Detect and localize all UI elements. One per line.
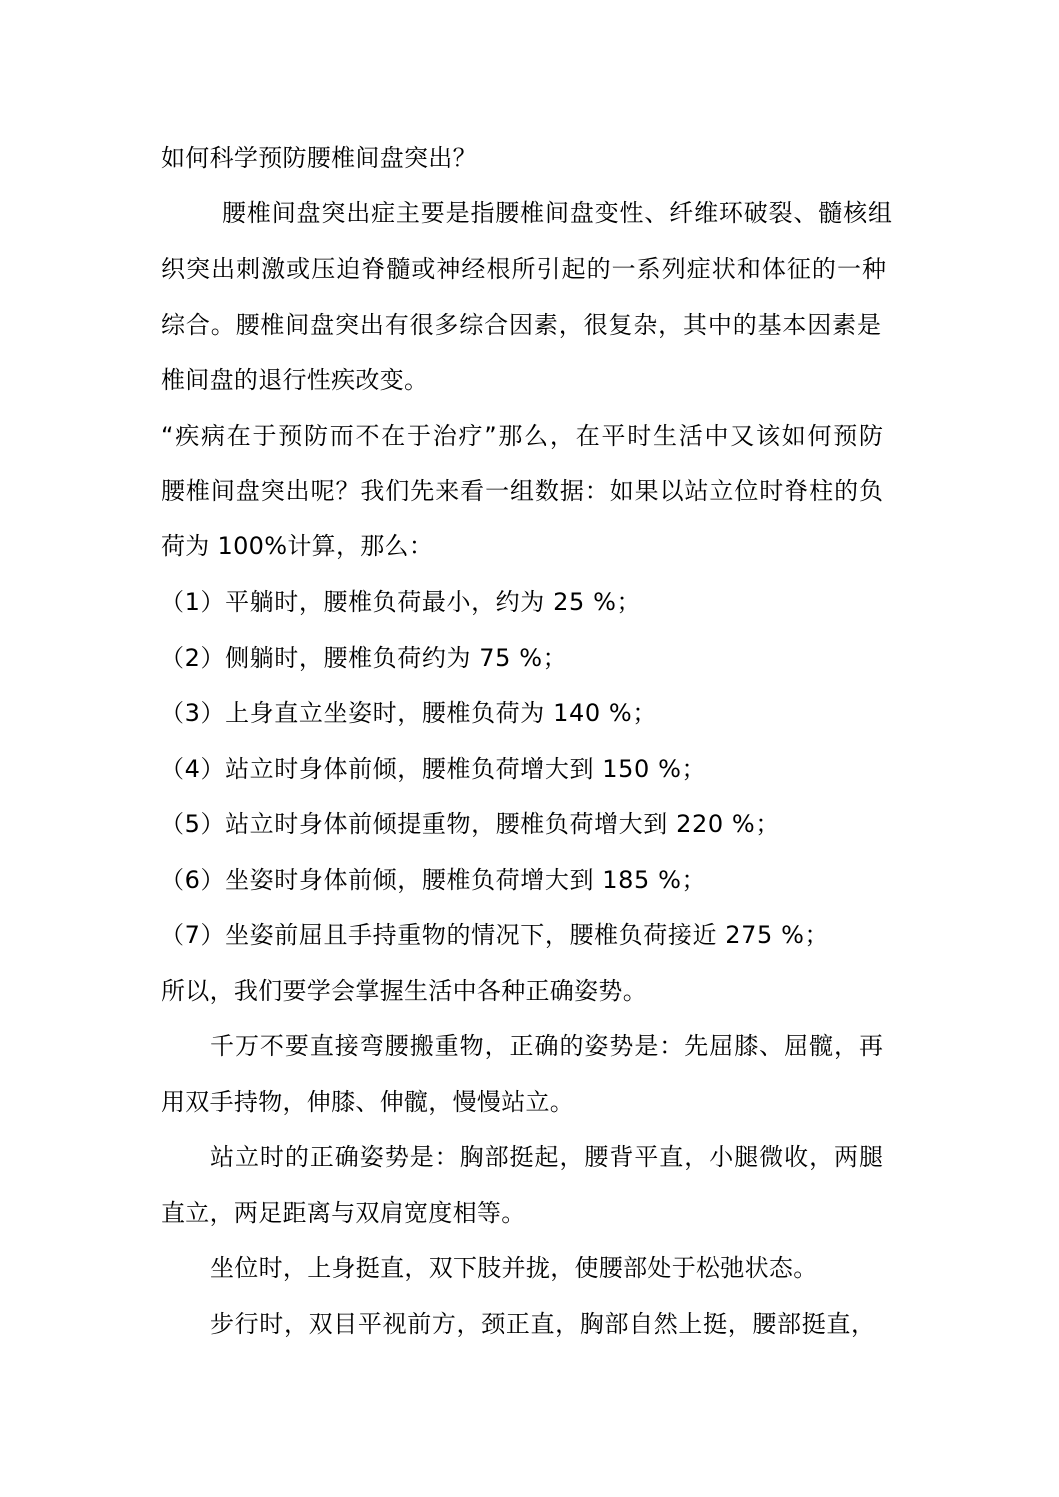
question-paragraph-line: “疾病在于预防而不在于治疗”那么，在平时生活中又该如何预防 <box>161 422 883 450</box>
load-list-item: （3）上身直立坐姿时，腰椎负荷为 140 %； <box>160 699 657 727</box>
load-list-item: （5）站立时身体前倾提重物，腰椎负荷增大到 220 %； <box>160 810 780 838</box>
lifting-paragraph-line: 用双手持物，伸膝、伸髋，慢慢站立。 <box>161 1088 575 1116</box>
conclusion-line: 所以，我们要学会掌握生活中各种正确姿势。 <box>161 977 647 1005</box>
load-list-item: （2）侧躺时，腰椎负荷约为 75 %； <box>160 644 568 672</box>
load-list-item: （1）平躺时，腰椎负荷最小，约为 25 %； <box>160 588 642 616</box>
standing-paragraph-line: 站立时的正确姿势是：胸部挺起，腰背平直，小腿微收，两腿 <box>210 1143 883 1171</box>
load-list-item: （4）站立时身体前倾，腰椎负荷增大到 150 %； <box>160 755 707 783</box>
question-paragraph-line: 荷为 100%计算，那么： <box>161 532 434 560</box>
intro-paragraph-line: 腰椎间盘突出症主要是指腰椎间盘变性、纤维环破裂、髓核组 <box>222 199 892 227</box>
document-title: 如何科学预防腰椎间盘突出？ <box>161 144 477 172</box>
intro-paragraph-line: 织突出刺激或压迫脊髓或神经根所引起的一系列症状和体征的一种 <box>161 255 886 283</box>
sitting-line: 坐位时，上身挺直，双下肢并拢，使腰部处于松弛状态。 <box>210 1254 818 1282</box>
intro-paragraph-line: 综合。腰椎间盘突出有很多综合因素，很复杂，其中的基本因素是 <box>161 311 881 339</box>
load-list-item: （6）坐姿时身体前倾，腰椎负荷增大到 185 %； <box>160 866 707 894</box>
intro-paragraph-line: 椎间盘的退行性疾改变。 <box>161 366 429 394</box>
lifting-paragraph-line: 千万不要直接弯腰搬重物，正确的姿势是：先屈膝、屈髋，再 <box>210 1032 883 1060</box>
standing-paragraph-line: 直立，两足距离与双肩宽度相等。 <box>161 1199 526 1227</box>
walking-line: 步行时，双目平视前方，颈正直，胸部自然上挺，腰部挺直， <box>210 1310 875 1338</box>
question-paragraph-line: 腰椎间盘突出呢？我们先来看一组数据：如果以站立位时脊柱的负 <box>161 477 883 505</box>
load-list-item: （7）坐姿前屈且手持重物的情况下，腰椎负荷接近 275 %； <box>160 921 830 949</box>
